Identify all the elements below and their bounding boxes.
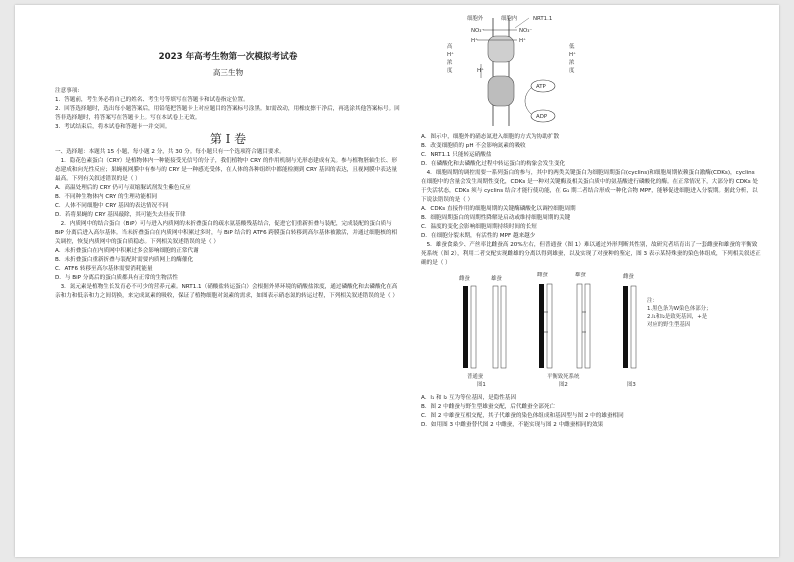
notes-heading: 注意事项: <box>55 88 80 94</box>
note-item: 1．答题前，考生务必将自己的姓名、考生号等填写在答题卡和试卷指定位置。 <box>55 97 249 103</box>
fig-note: 注： <box>647 298 658 304</box>
h-inside-label: H⁺ <box>519 38 526 44</box>
left-column <box>55 5 401 557</box>
note-item: 3．考试结束后，将本试卷和答题卡一并交回。 <box>55 124 171 130</box>
question-option: A．未折叠蛋白在内质网中积累过多会影响细胞的正常代谢 <box>55 248 199 254</box>
w-chromosome <box>539 284 544 368</box>
fig-sex-label: 雌蚕 <box>623 274 634 280</box>
exam-sheet <box>15 5 779 557</box>
h-label-lower: H⁺ <box>477 68 484 74</box>
question-option: A．CDKs 直接作用的细胞周期的关键酶磷酸化以调控细胞周期 <box>421 206 576 212</box>
h-outside-label: H⁺ <box>471 38 478 44</box>
fig-note: 对应的野生型基因 <box>647 322 691 328</box>
left-conc-label: 度 <box>447 68 453 74</box>
fig-sex-label: 雄蚕 <box>575 272 586 278</box>
fig-sex-label: 雄蚕 <box>491 276 502 282</box>
question-option: D．与 BiP 分离后的蛋白质都具有正常的生物活性 <box>55 275 178 281</box>
z-chromosome <box>547 284 552 368</box>
question-option: A．l₁ 和 l₂ 互为等位基因，是隐性基因 <box>421 395 517 401</box>
fig-note: 2.l₁和l₂是致死基因，+是 <box>647 314 708 320</box>
z-chromosome <box>577 284 582 368</box>
exam-title: 2023 年高考生物第一次模拟考试卷 <box>158 52 298 62</box>
question-option: C．温度的变化会影响细胞周期持续时间的长短 <box>421 224 537 230</box>
question-option: B．细胞周期蛋白的周期性降解是启动或维持细胞周期的关键 <box>421 215 571 221</box>
question-option: D．如用图 3 中雌蚕替代图 2 中雌蚕，不能实现与图 2 中雌蚕相同的效果 <box>421 422 604 428</box>
w-chromosome <box>463 286 468 368</box>
right-conc-label: H⁺ <box>569 52 576 58</box>
question-option: C．图 2 中雄蚕互相交配，其子代雄蚕的染色体组成和基因型与图 2 中的雄蚕相同 <box>421 413 624 419</box>
fig-caption: 平衡致死系统 <box>547 374 580 380</box>
fig-caption: 图2 <box>559 382 568 388</box>
z-chromosome <box>501 286 506 368</box>
right-conc-label: 低 <box>569 44 575 50</box>
question-option: C．NRT1.1 只能转运硝酸盐 <box>421 152 492 158</box>
question-stem: 5．雄蚕食桑少、产丝率比雌蚕高 20%左右，但普通蚕（图 1）难以通过外形判断其性别，故研究者培育出了一套雌蚕和雄蚕的平衡致死系统（图 2），利用二者交配实现雌雄的分离以得到雄蚕，以及实现了对蚕种的鉴定，图 3 表示某特殊蚕的染色体组成，下列相关叙述正确的是（ ） <box>421 242 761 266</box>
fig-caption: 图1 <box>477 382 486 388</box>
question-stem: 3．氮元素是植物生长发育必不可少的营养元素。NRT1.1（硝酸盐转运蛋白）会根据外界环境的硝酸盐浓度，通过磷酸化和去磷酸化在高亲和力和低亲和力之间切换，来完成氮素的吸收，保证了植物细胞对氮素的需求，如图表示硝态氮的转运过程，下列相关叙述错误的是（ ） <box>55 284 398 299</box>
no3-inside-label: NO₃⁻ <box>519 28 533 34</box>
nitrate-transport-diagram <box>443 8 593 130</box>
question-stem: 1．隐花色素蛋白（CRY）是植物体内一种能接受光信号的分子，我们植物中 CRY 的作用机制与光形态建成有关。参与植物胚轴生长、形态建成和向光性反应；果蝇视网膜中有参与的 CRY 是一种感光受体，在人体的各种组织中都能检测到 CRY 基因的表达，且视网膜中表达量最高。下列有关叙述错误的是（ ） <box>55 158 398 182</box>
question-stem: 2．内质网中的结合蛋白（BiP）可与进入内质网的未折叠蛋白的疏水氨基酸残基结合，促进它们重新折叠与装配，完成装配的蛋白质与 BiP 分离后进入高尔基体。当未折叠蛋白在内质网中积累过多时，与 BiP 结合的 ATF6 跨膜蛋白转移到高尔基体被激活，并通过细胞核的相关调控，恢复内质网中的蛋白质稳态。下列相关叙述错误的是（ ） <box>55 221 398 245</box>
section-title: 第 I 卷 <box>209 132 247 146</box>
question-option: B．改变细胞质的 pH 不会影响氮素的吸收 <box>421 143 526 149</box>
chromosome-figures <box>421 272 761 390</box>
fig-sex-label: 雌蚕 <box>537 272 548 278</box>
part-intro: 一、选择题：本题共 15 小题，每小题 2 分，共 30 分。每小题只有一个选项符合题目要求。 <box>55 149 285 155</box>
question-option: A．图示中，细胞外的硝态氮进入细胞的方式为协助扩散 <box>421 134 560 140</box>
question-option: D．若将果蝇的 CRY 基因敲除，其可能失去昼夜节律 <box>55 212 186 218</box>
question-option: B．图 2 中雌蚕与野生型雄蚕交配，后代雌蚕全部死亡 <box>421 404 556 410</box>
z-chromosome <box>493 286 498 368</box>
question-option: C．ATF6 转移至高尔基体需要消耗能量 <box>55 266 153 272</box>
atp-arrow <box>525 88 531 114</box>
atp-label: ATP <box>536 84 546 90</box>
question-option: D．在磷酸化和去磷酸化过程中转运蛋白的构象会发生变化 <box>421 161 566 167</box>
figure-nrt <box>421 5 761 133</box>
nrt-protein-lower <box>488 76 514 106</box>
z-chromosome <box>631 286 636 368</box>
fig-sex-label: 雌蚕 <box>459 276 470 282</box>
left-conc-label: 浓 <box>447 60 453 66</box>
question-option: B．不同种生物体内 CRY 的生理功能相同 <box>55 194 158 200</box>
z-chromosome <box>471 286 476 368</box>
question-option: B．未折叠蛋白重新折叠与装配时需要内质网上的酶催化 <box>55 257 194 263</box>
nrt-label: NRT1.1 <box>533 16 553 22</box>
question-option: A．高温处理后的 CRY 仍可与双缩脲试剂发生紫色反应 <box>55 185 191 191</box>
outside-label: 细胞外 <box>467 16 484 22</box>
fig-caption: 普通蚕 <box>467 374 484 380</box>
question-option: D．在细胞分裂末期，有活性的 MPF 越来越少 <box>421 233 536 239</box>
right-conc-label: 度 <box>569 68 575 74</box>
fig-caption: 图3 <box>627 382 636 388</box>
right-column <box>421 5 761 557</box>
question-option: C．人体不同细胞中 CRY 基因的表达情况不同 <box>55 203 169 209</box>
inside-label: 细胞内 <box>501 16 518 22</box>
exam-subtitle: 高三生物 <box>212 68 244 77</box>
left-conc-label: 高 <box>447 44 453 50</box>
right-conc-label: 浓 <box>569 60 575 66</box>
z-chromosome <box>585 284 590 368</box>
note-item: 2．回答选择题时，选出每小题答案后，用铅笔把答题卡上对应题目的答案标号涂黑。如需改动，用橡皮擦干净后，再选涂其他答案标号。回答非选择题时，将答案写在答题卡上。写在本试卷上无效。 <box>55 106 400 121</box>
chromosome-diagram <box>451 272 731 390</box>
question-stem: 4．细胞周期的调控需要一系列蛋白的参与，其中的两类关键蛋白为细胞周期蛋白(cyclins)和细胞周期依赖蛋白激酶(CDKs)，cyclins 在细胞中的含量会发生周期性变化，CDKs 是一种对关键酶及相关蛋白质中的氨基酸进行磷酸化的酶。在正常情况下，大部分的 CDKs 处于失活状态，CDKs 须与 cyclins 结合才能行使功能，在 G₁ 期二者结合形成一种化合物 MPF，能够促进细胞进入分裂期。据此分析，以下说法错误的是（ ） <box>421 170 758 203</box>
no3-outside-label: NO₃⁻ <box>471 28 485 34</box>
adp-label: ADP <box>536 114 548 120</box>
left-conc-label: H⁺ <box>447 52 454 58</box>
fig-note: 1.黑色条为W染色体部分； <box>647 306 712 312</box>
w-chromosome <box>623 286 628 368</box>
